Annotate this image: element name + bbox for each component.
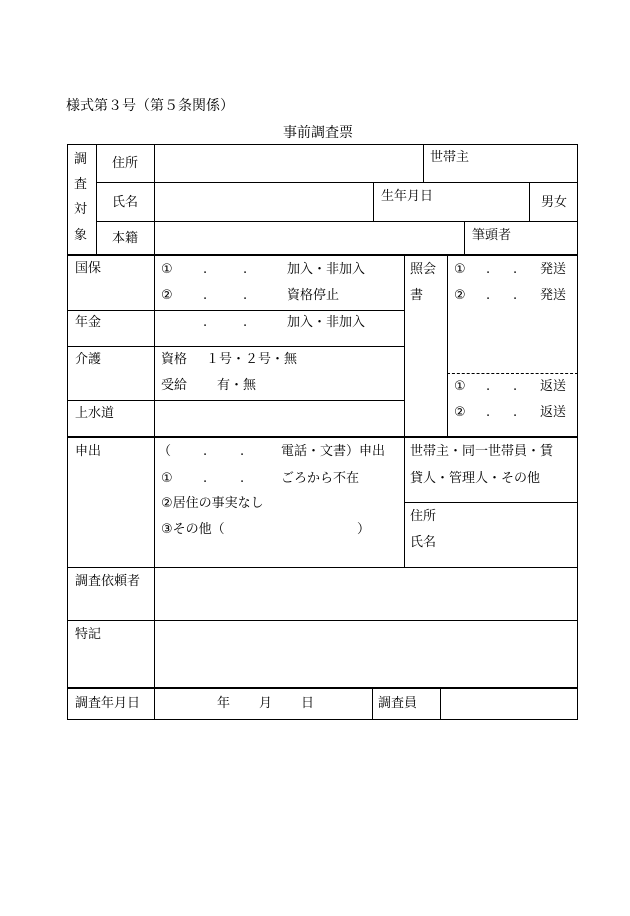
investigation-requester-label: 調査依頼者 — [75, 574, 141, 589]
inquiry-ret1-mark: ① — [454, 379, 466, 394]
suido-field[interactable] — [155, 401, 403, 435]
honseki-label: 本籍 — [112, 231, 139, 246]
household-head-field[interactable] — [424, 165, 576, 181]
inquiry-sent2-dot1: . — [486, 288, 491, 303]
kokuho-line1-dot2: . — [243, 262, 248, 277]
subject-address-label: 住所 — [112, 156, 139, 171]
investigator-label: 調査員 — [378, 696, 418, 711]
inquiry-ret1-dot2: . — [513, 379, 518, 394]
nenkin-dot1: . — [203, 315, 208, 330]
household-head-label: 世帯主 — [430, 150, 470, 165]
request-line1-text[interactable]: 電話・文書）申出 — [281, 444, 386, 459]
kokuho-line1-mark: ① — [161, 262, 173, 277]
honseki-field[interactable] — [155, 222, 463, 253]
inquiry-ret1-dot1: . — [486, 379, 491, 394]
kokuho-line2-mark: ② — [161, 288, 173, 303]
kokuho-line1-dot1: . — [203, 262, 208, 277]
inquiry-ret2-dot2: . — [513, 405, 518, 420]
nenkin-text[interactable]: 加入・非加入 — [287, 315, 366, 330]
investigator-field[interactable] — [441, 689, 576, 718]
inquiry-sent1-dot1: . — [486, 262, 491, 277]
subject-name-label: 氏名 — [112, 195, 139, 210]
investigation-date-month: 月 — [259, 696, 273, 711]
kokuho-line2-dot1: . — [203, 288, 208, 303]
subject-side-char-2: 査 — [74, 177, 88, 192]
request-line1-open: （ — [158, 444, 172, 459]
request-relation-line1[interactable]: 世帯主・同一世帯員・賃 — [410, 444, 554, 459]
request-line1-dot2: . — [240, 444, 245, 459]
inquiry-sent1-text: 発送 — [540, 262, 567, 277]
requester-address-label: 住所 — [410, 509, 437, 524]
kokuho-line1-text[interactable]: 加入・非加入 — [287, 262, 366, 277]
subject-address-field[interactable] — [155, 145, 422, 181]
kaigo-benefit-label: 受給 — [161, 378, 188, 393]
inquiry-sent2-text: 発送 — [540, 288, 567, 303]
kokuho-line2-text[interactable]: 資格停止 — [287, 288, 340, 303]
subject-side-char-4: 象 — [74, 228, 88, 243]
suido-label: 上水道 — [75, 406, 115, 421]
inquiry-label-line1: 照会 — [410, 262, 437, 277]
request-line2-mark: ① — [161, 471, 173, 486]
investigation-date-year: 年 — [217, 696, 231, 711]
request-line3[interactable]: ②居住の事実なし — [161, 496, 264, 511]
inquiry-sent2-mark: ② — [454, 288, 466, 303]
request-relation-line2[interactable]: 貸人・管理人・その他 — [410, 471, 541, 486]
inquiry-ret2-mark: ② — [454, 405, 466, 420]
requester-name-label: 氏名 — [410, 535, 437, 550]
inquiry-ret2-dot1: . — [486, 405, 491, 420]
kaigo-eligibility-options[interactable]: １号・２号・無 — [206, 352, 298, 367]
request-line4-text[interactable]: ③その他（ — [161, 522, 225, 537]
notes-label: 特記 — [75, 627, 102, 642]
request-label: 申出 — [75, 444, 102, 459]
inquiry-sent1-mark: ① — [454, 262, 466, 277]
request-line2-dot2: . — [240, 471, 245, 486]
inquiry-label-line2: 書 — [410, 288, 424, 303]
request-line4-close: ） — [357, 522, 371, 537]
form-number: 様式第３号（第５条関係） — [66, 98, 234, 114]
nenkin-label: 年金 — [75, 315, 102, 330]
kaigo-eligibility-label: 資格 — [161, 352, 188, 367]
request-line2-text[interactable]: ごろから不在 — [281, 471, 360, 486]
request-line1-dot1: . — [203, 444, 208, 459]
notes-field[interactable] — [155, 621, 576, 686]
hittousha-label: 筆頭者 — [472, 228, 512, 243]
kokuho-label: 国保 — [75, 261, 102, 276]
kaigo-label: 介護 — [75, 352, 102, 367]
investigation-requester-field[interactable] — [155, 568, 576, 619]
gender-label[interactable]: 男女 — [541, 195, 568, 210]
request-line2-dot1: . — [203, 471, 208, 486]
kokuho-line2-dot2: . — [243, 288, 248, 303]
inquiry-sent2-dot2: . — [513, 288, 518, 303]
inquiry-ret2-text: 返送 — [540, 405, 567, 420]
inquiry-ret1-text: 返送 — [540, 379, 567, 394]
investigation-date-label: 調査年月日 — [75, 696, 141, 711]
birthdate-label: 生年月日 — [381, 189, 434, 204]
subject-side-char-1: 調 — [74, 152, 88, 167]
nenkin-dot2: . — [243, 315, 248, 330]
form-title: 事前調査票 — [283, 125, 353, 141]
subject-side-char-3: 対 — [74, 202, 88, 217]
inquiry-sent1-dot2: . — [513, 262, 518, 277]
kaigo-benefit-options[interactable]: 有・無 — [217, 378, 257, 393]
subject-name-field[interactable] — [155, 183, 372, 220]
investigation-date-day: 日 — [301, 696, 315, 711]
birthdate-field[interactable] — [374, 204, 528, 220]
